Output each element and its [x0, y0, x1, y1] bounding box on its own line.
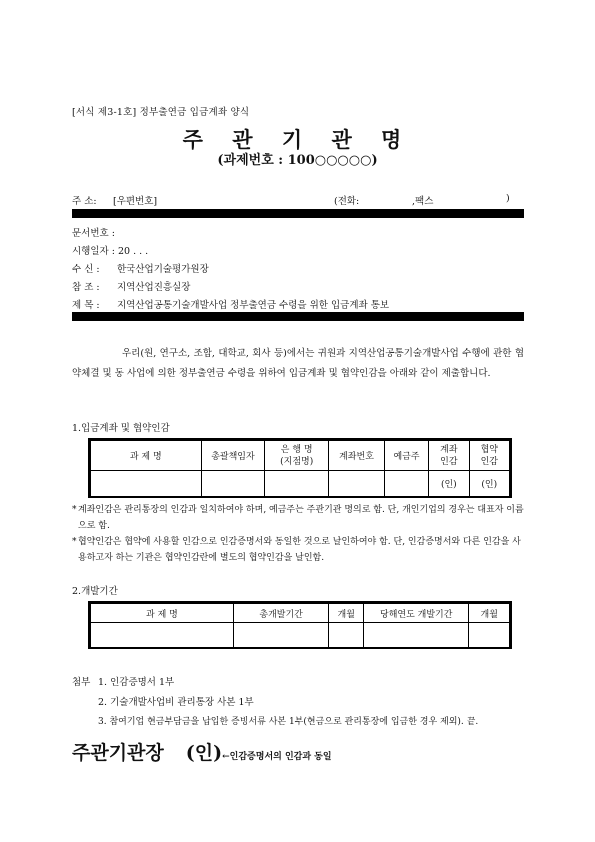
attachment-item: 3. 참여기업 현금부담금을 납입한 증빙서류 사본 1부(현금으로 관리통장에 입금한 경우 제외). 끝.: [98, 717, 479, 727]
signature-line: [72, 738, 332, 765]
col-months: 개월: [329, 604, 364, 623]
postal-code: [우편번호]: [113, 196, 158, 207]
signature-note: ←인감증명서의 인감과 동일: [222, 752, 332, 762]
cell-project-name[interactable]: [91, 471, 202, 497]
cell-bank[interactable]: [265, 471, 329, 497]
attachment-item: 1. 인감증명서 1부: [98, 677, 175, 688]
note-account-seal: * 계좌인감은 관리통장의 인감과 일치하여야 하며, 예금주는 주관기관 명의로 함. 단, 개인기업의 경우는 대표자 이름으로 함.: [78, 502, 528, 534]
cell-account-no[interactable]: [329, 471, 385, 497]
col-account-no: 계좌번호: [329, 441, 385, 471]
signature-seal: (인): [185, 742, 223, 764]
col-total-period: 총개발기간: [233, 604, 329, 623]
document-title: 주 관 기 관 명: [182, 127, 413, 152]
note-asterisk: *: [72, 537, 77, 547]
form-code: [서식 제3-1호] 정부출연금 입금계좌 양식: [72, 107, 250, 118]
period-table: [90, 603, 510, 648]
cell-current-period[interactable]: [364, 623, 469, 648]
phone-label: (전화:: [334, 196, 360, 207]
attachment-item: 2. 기술개발사업비 관리통장 사본 1부: [98, 697, 254, 708]
section-account-title: 1.입금계좌 및 협약인감: [72, 423, 170, 434]
account-table: [90, 440, 510, 497]
cell-months[interactable]: [329, 623, 364, 648]
subject: 제 목 : 지역산업공통기술개발사업 정부출연금 수령을 위한 입금계좌 통보: [72, 300, 390, 311]
signature-title: 주관기관장: [72, 742, 164, 764]
col-current-period: 당해연도 개발기간: [364, 604, 469, 623]
cell-project-name[interactable]: [91, 623, 234, 648]
cell-account-seal: (인): [429, 471, 469, 497]
reference: 참 조 : 지역산업진흥실장: [72, 282, 191, 293]
attachments-label: 첨부: [72, 677, 91, 688]
body-paragraph: 우리(원, 연구소, 조합, 대학교, 회사 등)에서는 귀원과 지역산업공통기술개발사업 수행에 관한 협약체결 및 동 사업에 의한 정부출연금 수령을 위하여 입금계좌 및 협약인감을 아래와 같이 제출합니다.: [72, 348, 524, 379]
address-label: 주 소:: [72, 196, 97, 207]
note-contract-seal: * 협약인감은 협약에 사용할 인감으로 인감증명서와 동일한 것으로 날인하여야 함. 단, 인감증명서와 다른 인감을 사용하고자 하는 기관은 협약인감란에 별도의 협약인감을 날인함.: [78, 534, 528, 566]
col-account-seal: 계좌 인감: [429, 441, 469, 471]
col-holder: 예금주: [384, 441, 428, 471]
recipient: 수 신 : 한국산업기술평가원장: [72, 264, 209, 275]
cell-contract-seal: (인): [469, 471, 509, 497]
col-bank: 은 행 명 (지점명): [265, 441, 329, 471]
section-period-title: 2.개발기간: [72, 586, 118, 597]
col-manager: 총괄책임자: [201, 441, 265, 471]
cell-manager[interactable]: [201, 471, 265, 497]
note-asterisk: *: [72, 505, 77, 515]
divider-bar-top: [72, 209, 524, 218]
fax-label: ,팩스: [412, 196, 434, 207]
project-number: (과제번호 : 100○○○○○): [217, 153, 378, 168]
col-project-name: 과 제 명: [91, 441, 202, 471]
doc-number: 문서번호 :: [72, 228, 115, 239]
cell-total-period[interactable]: [233, 623, 329, 648]
col-project-name: 과 제 명: [91, 604, 234, 623]
issue-date: 시행일자 : 20 . . .: [72, 246, 149, 257]
cell-months[interactable]: [469, 623, 510, 648]
col-months: 개월: [469, 604, 510, 623]
cell-holder[interactable]: [384, 471, 428, 497]
divider-bar-bottom: [72, 312, 524, 321]
col-contract-seal: 협약 인감: [469, 441, 509, 471]
address-close: ): [506, 193, 510, 204]
